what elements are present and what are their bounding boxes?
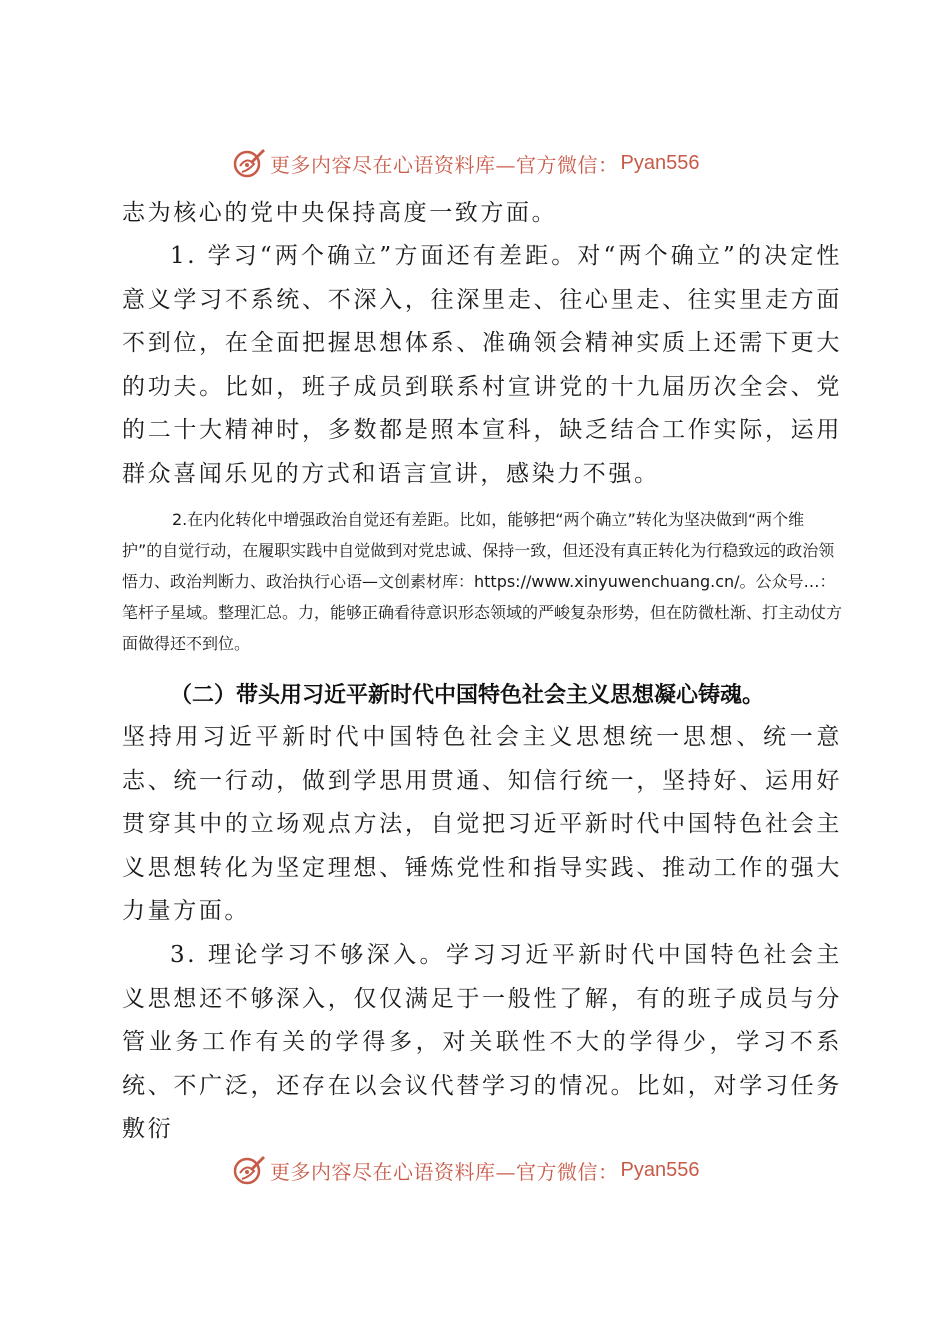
paragraph-item-3: 3. 理论学习不够深入。学习习近平新时代中国特色社会主义思想还不够深入，仅仅满足于一般性了解，有的班子成员与分管业务工作有关的学得多，对关联性不大的学得少，学习不系统、不广泛，还存在以会议代替学习的情况。比如，对学习任务敷衍 [122, 942, 842, 1142]
footer-watermark-banner [232, 1152, 752, 1188]
paragraph-continuation: 志为核心的党中央保持高度一致方面。 [122, 200, 558, 226]
banner-text: 更多内容尽在心语资料库—官方微信： [270, 1159, 619, 1184]
paragraph-section-intro: 坚持用习近平新时代中国特色社会主义思想统一思想、统一意志、统一行动，做到学思用贯通、知信行统一，坚持好、运用好贯穿其中的立场观点方法，自觉把习近平新时代中国特色社会主义思想转化为坚定理想、锤炼党性和指导实践、推动工作的强大力量方面。 [122, 724, 842, 924]
banner-wechat-id: Pyan556 [620, 1158, 700, 1181]
pen-logo-icon [232, 146, 266, 180]
banner-wechat-id: Pyan556 [620, 151, 700, 174]
pen-logo-icon [232, 1153, 266, 1187]
section-heading: （二）带头用习近平新时代中国特色社会主义思想凝心铸魂。 [170, 683, 765, 708]
paragraph-item-1: 1. 学习“两个确立”方面还有差距。对“两个确立”的决定性意义学习不系统、不深入，往深里走、往心里走、往实里走方面不到位，在全面把握思想体系、准确领会精神实质上还需下更大的功夫。比如，班子成员到联系村宣讲党的十九届历次全会、党的二十大精神时，多数都是照本宣科，缺乏结合工作实际，运用群众喜闻乐见的方式和语言宣讲，感染力不强。 [122, 243, 842, 487]
paragraph-item-2: 2.在内化转化中增强政治自觉还有差距。比如，能够把“两个确立”转化为坚决做到“两个维护”的自觉行动，在履职实践中自觉做到对党忠诚、保持一致，但还没有真正转化为行稳致远的政治领悟力、政治判断力、政治执行心语—文创素材库：https://www.xinyuwenchuang.cn/。公众号…：笔杆子星域。整理汇总。力，能够正确看待意识形态领域的严峻复杂形势，但在防微杜渐、打主动仗方面做得还不到位。 [122, 510, 843, 653]
banner-text: 更多内容尽在心语资料库—官方微信： [270, 152, 619, 177]
header-watermark-banner [232, 145, 752, 181]
